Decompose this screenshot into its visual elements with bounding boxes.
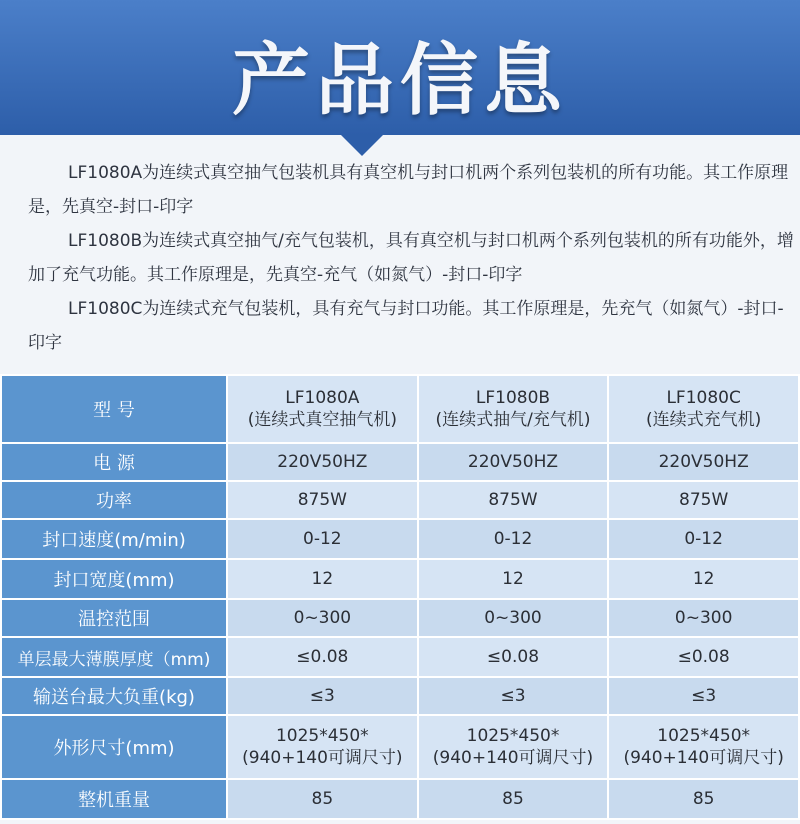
table-cell: 220V50HZ bbox=[227, 443, 418, 481]
row-label: 整机重量 bbox=[1, 779, 227, 819]
table-cell: ≤0.08 bbox=[608, 637, 799, 677]
description-paragraph-b: LF1080B为连续式真空抽气/充气包装机，具有真空机与封口机两个系列包装机的所有功能外，增加了充气功能。其工作原理是，先真空-充气（如氮气）-封口-印字 bbox=[28, 231, 794, 285]
table-cell: 220V50HZ bbox=[418, 443, 609, 481]
model-desc: (连续式抽气/充气机) bbox=[435, 410, 591, 430]
table-cell: 0~300 bbox=[418, 599, 609, 637]
row-label: 单层最大薄膜厚度（mm) bbox=[1, 637, 227, 677]
table-row-temp-range bbox=[1, 599, 799, 637]
banner-notch bbox=[340, 134, 384, 156]
table-cell: 0-12 bbox=[608, 519, 799, 559]
model-cell-b bbox=[418, 375, 609, 443]
table-cell: 220V50HZ bbox=[608, 443, 799, 481]
product-description bbox=[28, 156, 800, 360]
table-row-seal-speed bbox=[1, 519, 799, 559]
table-row-model bbox=[1, 375, 799, 443]
row-label: 外形尺寸(mm) bbox=[1, 715, 227, 779]
table-row-max-load bbox=[1, 677, 799, 715]
table-row-dimensions bbox=[1, 715, 799, 779]
table-cell: ≤0.08 bbox=[227, 637, 418, 677]
table-cell: 85 bbox=[608, 779, 799, 819]
row-label: 电 源 bbox=[1, 443, 227, 481]
row-label: 功率 bbox=[1, 481, 227, 519]
table-row-weight bbox=[1, 779, 799, 819]
table-cell: ≤3 bbox=[227, 677, 418, 715]
row-label: 型 号 bbox=[1, 375, 227, 443]
table-row-seal-width bbox=[1, 559, 799, 599]
row-label: 温控范围 bbox=[1, 599, 227, 637]
table-cell: 12 bbox=[608, 559, 799, 599]
table-cell: 12 bbox=[227, 559, 418, 599]
table-cell: ≤0.08 bbox=[418, 637, 609, 677]
table-cell: 0~300 bbox=[608, 599, 799, 637]
table-cell: 875W bbox=[608, 481, 799, 519]
model-desc: (连续式真空抽气机) bbox=[247, 410, 397, 430]
table-cell: ≤3 bbox=[608, 677, 799, 715]
dimension-note: (940+140可调尺寸) bbox=[623, 748, 784, 768]
table-cell: 875W bbox=[227, 481, 418, 519]
table-cell bbox=[608, 715, 799, 779]
model-code: LF1080C bbox=[666, 388, 741, 408]
table-cell: 12 bbox=[418, 559, 609, 599]
description-paragraph-c: LF1080C为连续式充气包装机，具有充气与封口功能。其工作原理是，先充气（如氮气）-封口-印字 bbox=[28, 299, 784, 353]
dimension-main: 1025*450* bbox=[466, 726, 560, 746]
spec-table bbox=[0, 374, 800, 820]
row-label: 封口速度(m/min) bbox=[1, 519, 227, 559]
table-cell: 875W bbox=[418, 481, 609, 519]
table-cell bbox=[227, 715, 418, 779]
page-title: 产品信息 bbox=[231, 36, 568, 126]
table-cell: ≤3 bbox=[418, 677, 609, 715]
table-cell bbox=[418, 715, 609, 779]
table-cell: 0-12 bbox=[227, 519, 418, 559]
dimension-note: (940+140可调尺寸) bbox=[432, 748, 594, 768]
table-row-power-supply bbox=[1, 443, 799, 481]
dimension-main: 1025*450* bbox=[275, 726, 369, 746]
table-row-film-thickness bbox=[1, 637, 799, 677]
description-paragraph-a: LF1080A为连续式真空抽气包装机具有真空机与封口机两个系列包装机的所有功能。其工作原理是，先真空-封口-印字 bbox=[28, 163, 789, 217]
table-cell: 0-12 bbox=[418, 519, 609, 559]
model-code: LF1080B bbox=[475, 388, 551, 408]
table-row-power bbox=[1, 481, 799, 519]
dimension-main: 1025*450* bbox=[657, 726, 751, 746]
model-cell-a bbox=[227, 375, 418, 443]
model-desc: (连续式充气机) bbox=[646, 410, 762, 430]
table-cell: 0~300 bbox=[227, 599, 418, 637]
table-cell: 85 bbox=[418, 779, 609, 819]
header-banner bbox=[0, 0, 800, 135]
row-label: 封口宽度(mm) bbox=[1, 559, 227, 599]
row-label: 输送台最大负重(kg) bbox=[1, 677, 227, 715]
table-cell: 85 bbox=[227, 779, 418, 819]
model-cell-c bbox=[608, 375, 799, 443]
model-code: LF1080A bbox=[285, 388, 360, 408]
dimension-note: (940+140可调尺寸) bbox=[242, 748, 403, 768]
